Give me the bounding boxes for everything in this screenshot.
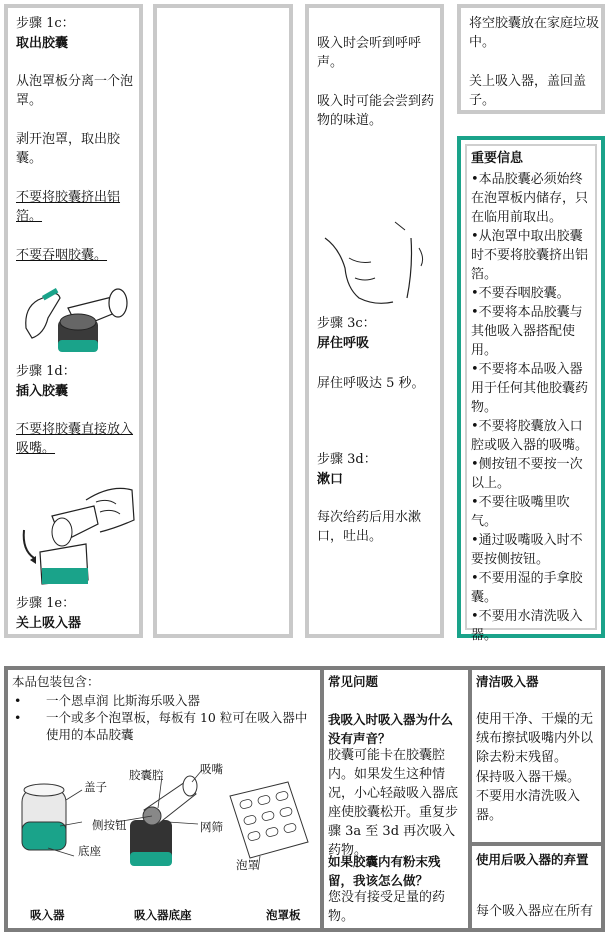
- important-info-box: [457, 136, 605, 643]
- step4-text1: 将空胶囊放在家庭垃圾中。: [469, 16, 600, 50]
- step4-panel: [457, 4, 605, 114]
- label-side-button: 侧按钮: [92, 818, 127, 832]
- important-item: •不要用水清洗吸入器。: [471, 609, 583, 643]
- important-item: •不要吞咽胶囊。: [471, 286, 570, 301]
- important-item: •不要用湿的手拿胶囊。: [471, 571, 583, 605]
- cleaning-panel: [472, 670, 601, 842]
- hold-breath-illustration: [315, 218, 443, 308]
- label-mesh: 网筛: [200, 820, 223, 834]
- caption-inhaler: 吸入器: [30, 908, 65, 922]
- step3b-text1: 吸入时会听到呼呼声。: [317, 36, 422, 70]
- faq-answer-1: 胶囊可能卡在胶囊腔内。如果发生这种情况，小心轻敲吸入器底座使胶囊松开。重复步骤 3a 至 3d 再次吸入药物。: [328, 748, 459, 858]
- step3-panel: [305, 4, 444, 638]
- cleaning-text-2: 保持吸入器干燥。: [476, 770, 581, 785]
- step1c-warning1: 不要将胶囊挤出铝箔。: [16, 190, 121, 224]
- close-inhaler-illustration: [16, 480, 138, 590]
- step3b-text2: 吸入时可能会尝到药物的味道。: [317, 94, 435, 128]
- faq-panel: [324, 670, 468, 928]
- step1-panel: [4, 4, 143, 638]
- package-heading: 本品包装包含：: [12, 674, 100, 689]
- package-item: • 一个恩卓润 比斯海乐吸入器: [14, 692, 314, 709]
- important-item: •不要将胶囊放入口腔或吸入器的吸嘴。: [471, 419, 589, 453]
- disposal-text: 每个吸入器应在所有: [476, 904, 594, 919]
- label-mouthpiece: 吸嘴: [200, 762, 223, 776]
- caption-inhaler-base: 吸入器底座: [134, 908, 192, 922]
- step1d-label: 步骤 1d：: [16, 364, 76, 379]
- step1c-label: 步骤 1c：: [16, 16, 75, 31]
- step4-text2: 关上吸入器，盖回盖子。: [469, 74, 587, 108]
- disposal-title: 使用后吸入器的弃置: [476, 852, 589, 867]
- package-list: [14, 692, 314, 743]
- important-item: •本品胶囊必须始终在泡罩板内储存，只在临用前取出。: [471, 172, 589, 225]
- important-item: •不要将本品吸入器用于任何其他胶囊药物。: [471, 362, 589, 415]
- faq-answer-2: 您没有接受足量的药物。: [328, 890, 446, 924]
- step3c-label: 步骤 3c：: [317, 316, 376, 331]
- step1c-warning2: 不要吞咽胶囊。: [16, 248, 108, 263]
- faq-question-1: 我吸入时吸入器为什么没有声音？: [328, 712, 454, 746]
- step1c-title: 取出胶囊: [16, 36, 69, 51]
- important-item: •不要将本品胶囊与其他吸入器搭配使用。: [471, 305, 583, 358]
- step1d-title: 插入胶囊: [16, 384, 69, 399]
- important-item: •侧按钮不要按一次以上。: [471, 457, 583, 491]
- step3d-text: 每次给药后用水漱口，吐出。: [317, 510, 422, 544]
- step3d-title: 漱口: [317, 472, 344, 487]
- remove-capsule-illustration: [18, 278, 138, 356]
- step3c-title: 屏住呼吸: [317, 336, 370, 351]
- label-chamber: 胶囊腔: [129, 768, 164, 782]
- bottom-section: [4, 666, 605, 932]
- package-contents-panel: [8, 670, 320, 928]
- cleaning-text: 使用干净、干燥的无绒布擦拭吸嘴内外以除去粉末残留。: [476, 712, 594, 765]
- step1e-label: 步骤 1e：: [16, 596, 76, 611]
- important-title: 重要信息: [471, 151, 524, 166]
- step1e-title: 关上吸入器: [16, 616, 82, 631]
- faq-question-2: 如果胶囊内有粉末残留，我该怎么做？: [328, 854, 441, 888]
- important-item: •通过吸嘴吸入时不要按侧按钮。: [471, 533, 583, 567]
- step1c-text1: 从泡罩板分离一个泡罩。: [16, 74, 134, 108]
- label-cap: 盖子: [84, 780, 107, 794]
- step3d-label: 步骤 3d：: [317, 452, 377, 467]
- faq-title: 常见问题: [328, 674, 379, 689]
- cleaning-title: 清洁吸入器: [476, 674, 539, 689]
- important-item: •不要往吸嘴里吹气。: [471, 495, 570, 529]
- label-base: 底座: [78, 844, 101, 858]
- important-item: •从泡罩中取出胶囊时不要将胶囊挤出铝箔。: [471, 229, 589, 282]
- step2-panel: [153, 4, 293, 638]
- step3c-text: 屏住呼吸达 5 秒。: [317, 376, 425, 391]
- disposal-panel: [472, 846, 601, 928]
- label-blister: 泡罩: [236, 858, 259, 872]
- caption-blister-card: 泡罩板: [266, 908, 301, 922]
- cleaning-text-3: 不要用水清洗吸入器。: [476, 789, 581, 823]
- step1d-warning: 不要将胶囊直接放入吸嘴。: [16, 422, 134, 456]
- step1c-text2: 剥开泡罩，取出胶囊。: [16, 132, 121, 166]
- package-item: • 一个或多个泡罩板，每板有 10 粒可在吸入器中使用的本品胶囊: [14, 709, 314, 743]
